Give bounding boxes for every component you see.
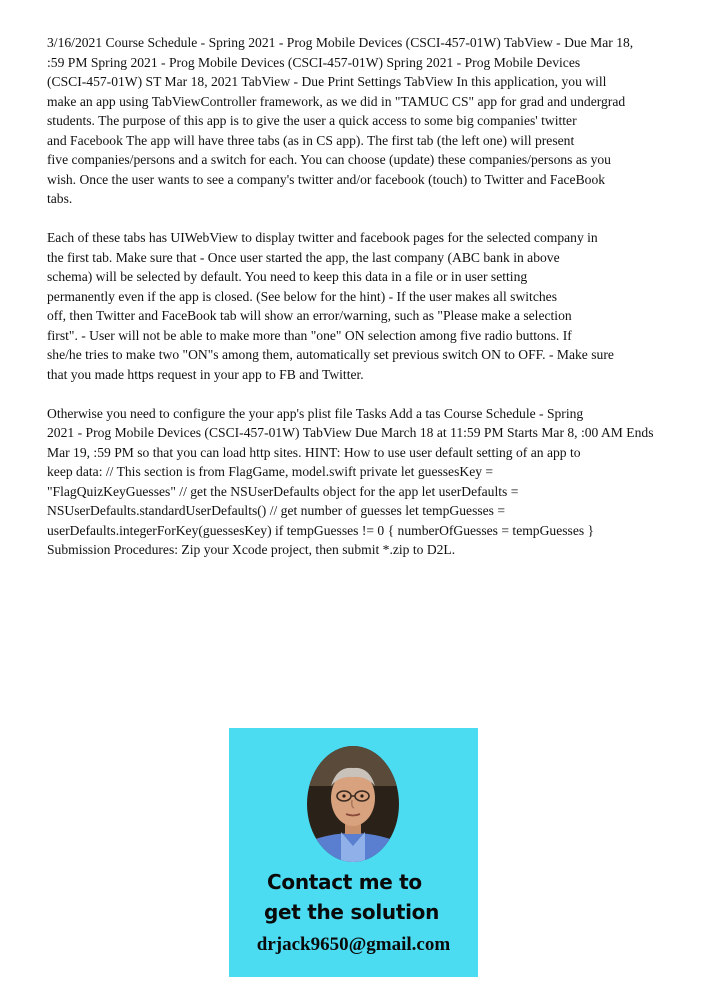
text-line: Submission Procedures: Zip your Xcode project, then submit *.zip to D2L.	[47, 542, 456, 557]
text-line: off, then Twitter and FaceBook tab will show an error/warning, such as "Please make a selection	[47, 308, 572, 323]
text-line: 3/16/2021 Course Schedule - Spring 2021 - Prog Mobile Devices (CSCI-457-01W) TabView - Due Mar 18,	[47, 35, 634, 50]
text-line: and Facebook The app will have three tabs (as in CS app). The first tab (the left one) will present	[47, 132, 575, 148]
text-line: "FlagQuizKeyGuesses" // get the NSUserDefaults object for the app let userDefaults =	[47, 483, 519, 499]
paragraph-3	[47, 404, 677, 560]
text-line: first". - User will not be able to make more than "one" ON selection among five radio buttons. If	[47, 327, 572, 343]
text-line: userDefaults.integerForKey(guessesKey) if tempGuesses != 0 { numberOfGuesses = tempGuesses }	[47, 522, 595, 538]
text-line: tabs.	[47, 191, 73, 206]
document-body	[47, 33, 677, 579]
text-line: five companies/persons and a switch for each. You can choose (update) these companies/persons as you	[47, 152, 611, 167]
promo-headline-line-2: get the solution	[264, 900, 440, 924]
text-line: make an app using TabViewController framework, as we did in "TAMUC CS" app for grad and undergrad	[47, 93, 626, 109]
text-line: schema) will be selected by default. You need to keep this data in a file or in user setting	[47, 269, 528, 284]
paragraph-2	[47, 228, 677, 384]
text-line: Otherwise you need to configure the your app's plist file Tasks Add a tas Course Schedule - Spring	[47, 405, 584, 421]
person-portrait-icon	[307, 746, 399, 862]
paragraph-1	[47, 33, 677, 209]
text-line: permanently even if the app is closed. (See below for the hint) - If the user makes all switches	[47, 288, 557, 304]
promo-headline-line-1: Contact me to	[267, 870, 422, 894]
text-line: NSUserDefaults.standardUserDefaults() // get number of guesses let tempGuesses =	[47, 503, 506, 518]
text-line: the first tab. Make sure that - Once user started the app, the last company (ABC bank in above	[47, 249, 560, 265]
text-line: students. The purpose of this app is to give the user a quick access to some big companies' twitter	[47, 113, 577, 128]
text-line: keep data: // This section is from FlagGame, model.swift private let guessesKey =	[47, 464, 494, 479]
text-line: she/he tries to make two "ON"s among them, automatically set previous switch ON to OFF. - Make sure	[47, 347, 614, 362]
text-line: (CSCI-457-01W) ST Mar 18, 2021 TabView - Due Print Settings TabView In this application, you will	[47, 74, 607, 89]
contact-promo-box	[229, 728, 478, 977]
text-line: :59 PM Spring 2021 - Prog Mobile Devices (CSCI-457-01W) Spring 2021 - Prog Mobile Devices	[47, 54, 581, 70]
text-line: Each of these tabs has UIWebView to display twitter and facebook pages for the selected company in	[47, 230, 598, 245]
contact-email: drjack9650@gmail.com	[256, 934, 451, 955]
text-line: Mar 19, :59 PM so that you can load http sites. HINT: How to use user default setting of an app to	[47, 444, 581, 460]
text-line: 2021 - Prog Mobile Devices (CSCI-457-01W) TabView Due March 18 at 11:59 PM Starts Mar 8, :00 AM Ends	[47, 425, 654, 440]
text-line: that you made https request in your app to FB and Twitter.	[47, 366, 364, 382]
text-line: wish. Once the user wants to see a company's twitter and/or facebook (touch) to Twitter and FaceBook	[47, 171, 606, 187]
